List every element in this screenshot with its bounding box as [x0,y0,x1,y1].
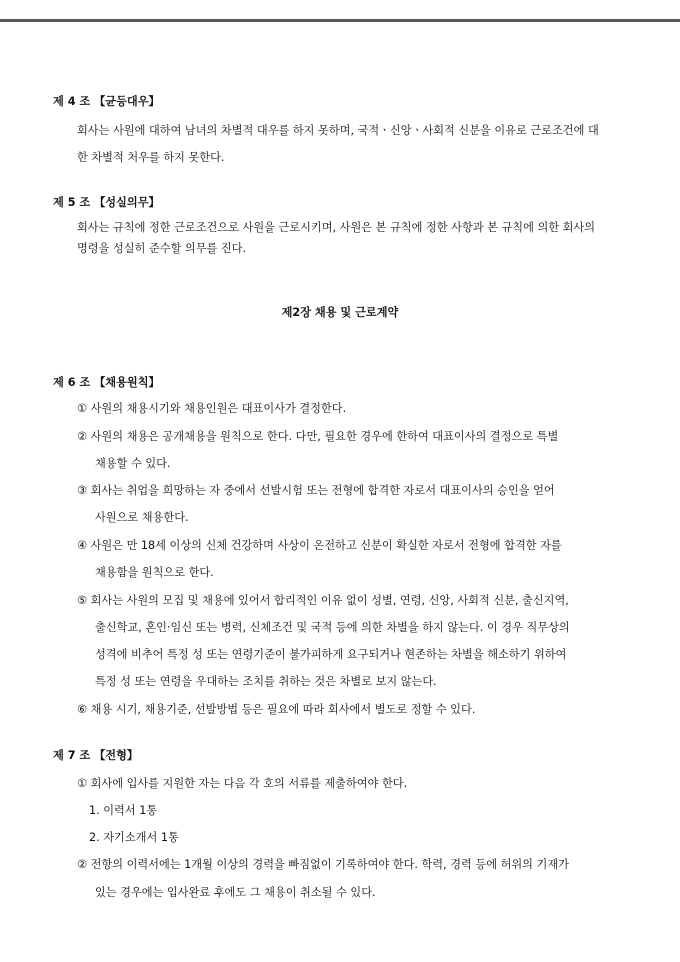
top-rule [0,19,680,22]
article-6-item-3-cont: 사원으로 채용한다. [95,511,189,524]
article-7-item-1: ① 회사에 입사를 지원한 자는 다음 각 호의 서류를 제출하여야 한다. [77,777,408,790]
article-4-line-2: 한 차별적 처우를 하지 못한다. [77,151,225,164]
article-6-item-5: ⑤ 회사는 사원의 모집 및 채용에 있어서 합리적인 이유 없이 성별, 연령, 신앙, 사회적 신분, 출신지역, [77,594,569,607]
article-7-item-2: ② 전항의 이력서에는 1개월 이상의 경력을 빠짐없이 기록하여야 한다. 학력, 경력 등에 허위의 기재가 [77,858,569,871]
article-6-item-5-cont-2: 성격에 비추어 특정 성 또는 연령기준이 불가피하게 요구되거나 현존하는 차별을 해소하기 위하여 [95,648,567,661]
article-6-item-5-cont-3: 특정 성 또는 연령을 우대하는 조치를 취하는 것은 차별로 보지 않는다. [95,675,437,688]
article-5-title: 제 5 조 【성실의무】 [53,196,160,209]
article-5-line-1: 회사는 규칙에 정한 근로조건으로 사원을 근로시키며, 사원은 본 규칙에 정한 사항과 본 규칙에 의한 회사의 [77,221,596,234]
article-6-item-2: ② 사원의 채용은 공개채용을 원칙으로 한다. 다만, 필요한 경우에 한하여 대표이사의 결정으로 특별 [77,430,559,443]
article-6-item-6: ⑥ 채용 시기, 채용기준, 선발방법 등은 필요에 따라 회사에서 별도로 정할 수 있다. [77,703,476,716]
article-5-line-2: 명령을 성실히 준수할 의무를 진다. [77,242,247,255]
article-6-item-4-cont: 채용함을 원칙으로 한다. [95,566,214,579]
article-6-item-5-cont-1: 출신학교, 혼인·임신 또는 병력, 신체조건 및 국적 등에 의한 차별을 하지 않는다. 이 경우 직무상의 [95,621,570,634]
article-7-sub-1: 1. 이력서 1통 [89,804,158,817]
article-4-line-1: 회사는 사원에 대하여 남녀의 차별적 대우를 하지 못하며, 국적ㆍ신앙ㆍ사회적 신분을 이유로 근로조건에 대 [77,124,599,137]
article-4-title: 제 4 조 【균등대우】 [53,95,160,108]
article-7-item-2-cont: 있는 경우에는 입사완료 후에도 그 채용이 취소될 수 있다. [95,886,376,899]
article-6-item-2-cont: 채용할 수 있다. [95,457,171,470]
article-6-item-3: ③ 회사는 취업을 희망하는 자 중에서 선발시험 또는 전형에 합격한 자로서 대표이사의 승인을 얻어 [77,484,555,497]
article-6-title: 제 6 조 【채용원칙】 [53,376,160,389]
article-6-item-1: ① 사원의 채용시기와 채용인원은 대표이사가 결정한다. [77,402,347,415]
article-6-item-4: ④ 사원은 만 18세 이상의 신체 건강하며 사상이 온전하고 신분이 확실한 자로서 전형에 합격한 자를 [77,539,562,552]
article-7-title: 제 7 조 【전형】 [53,749,139,762]
chapter-2-title: 제2장 채용 및 근로계약 [281,306,399,319]
article-7-sub-2: 2. 자기소개서 1통 [89,831,179,844]
